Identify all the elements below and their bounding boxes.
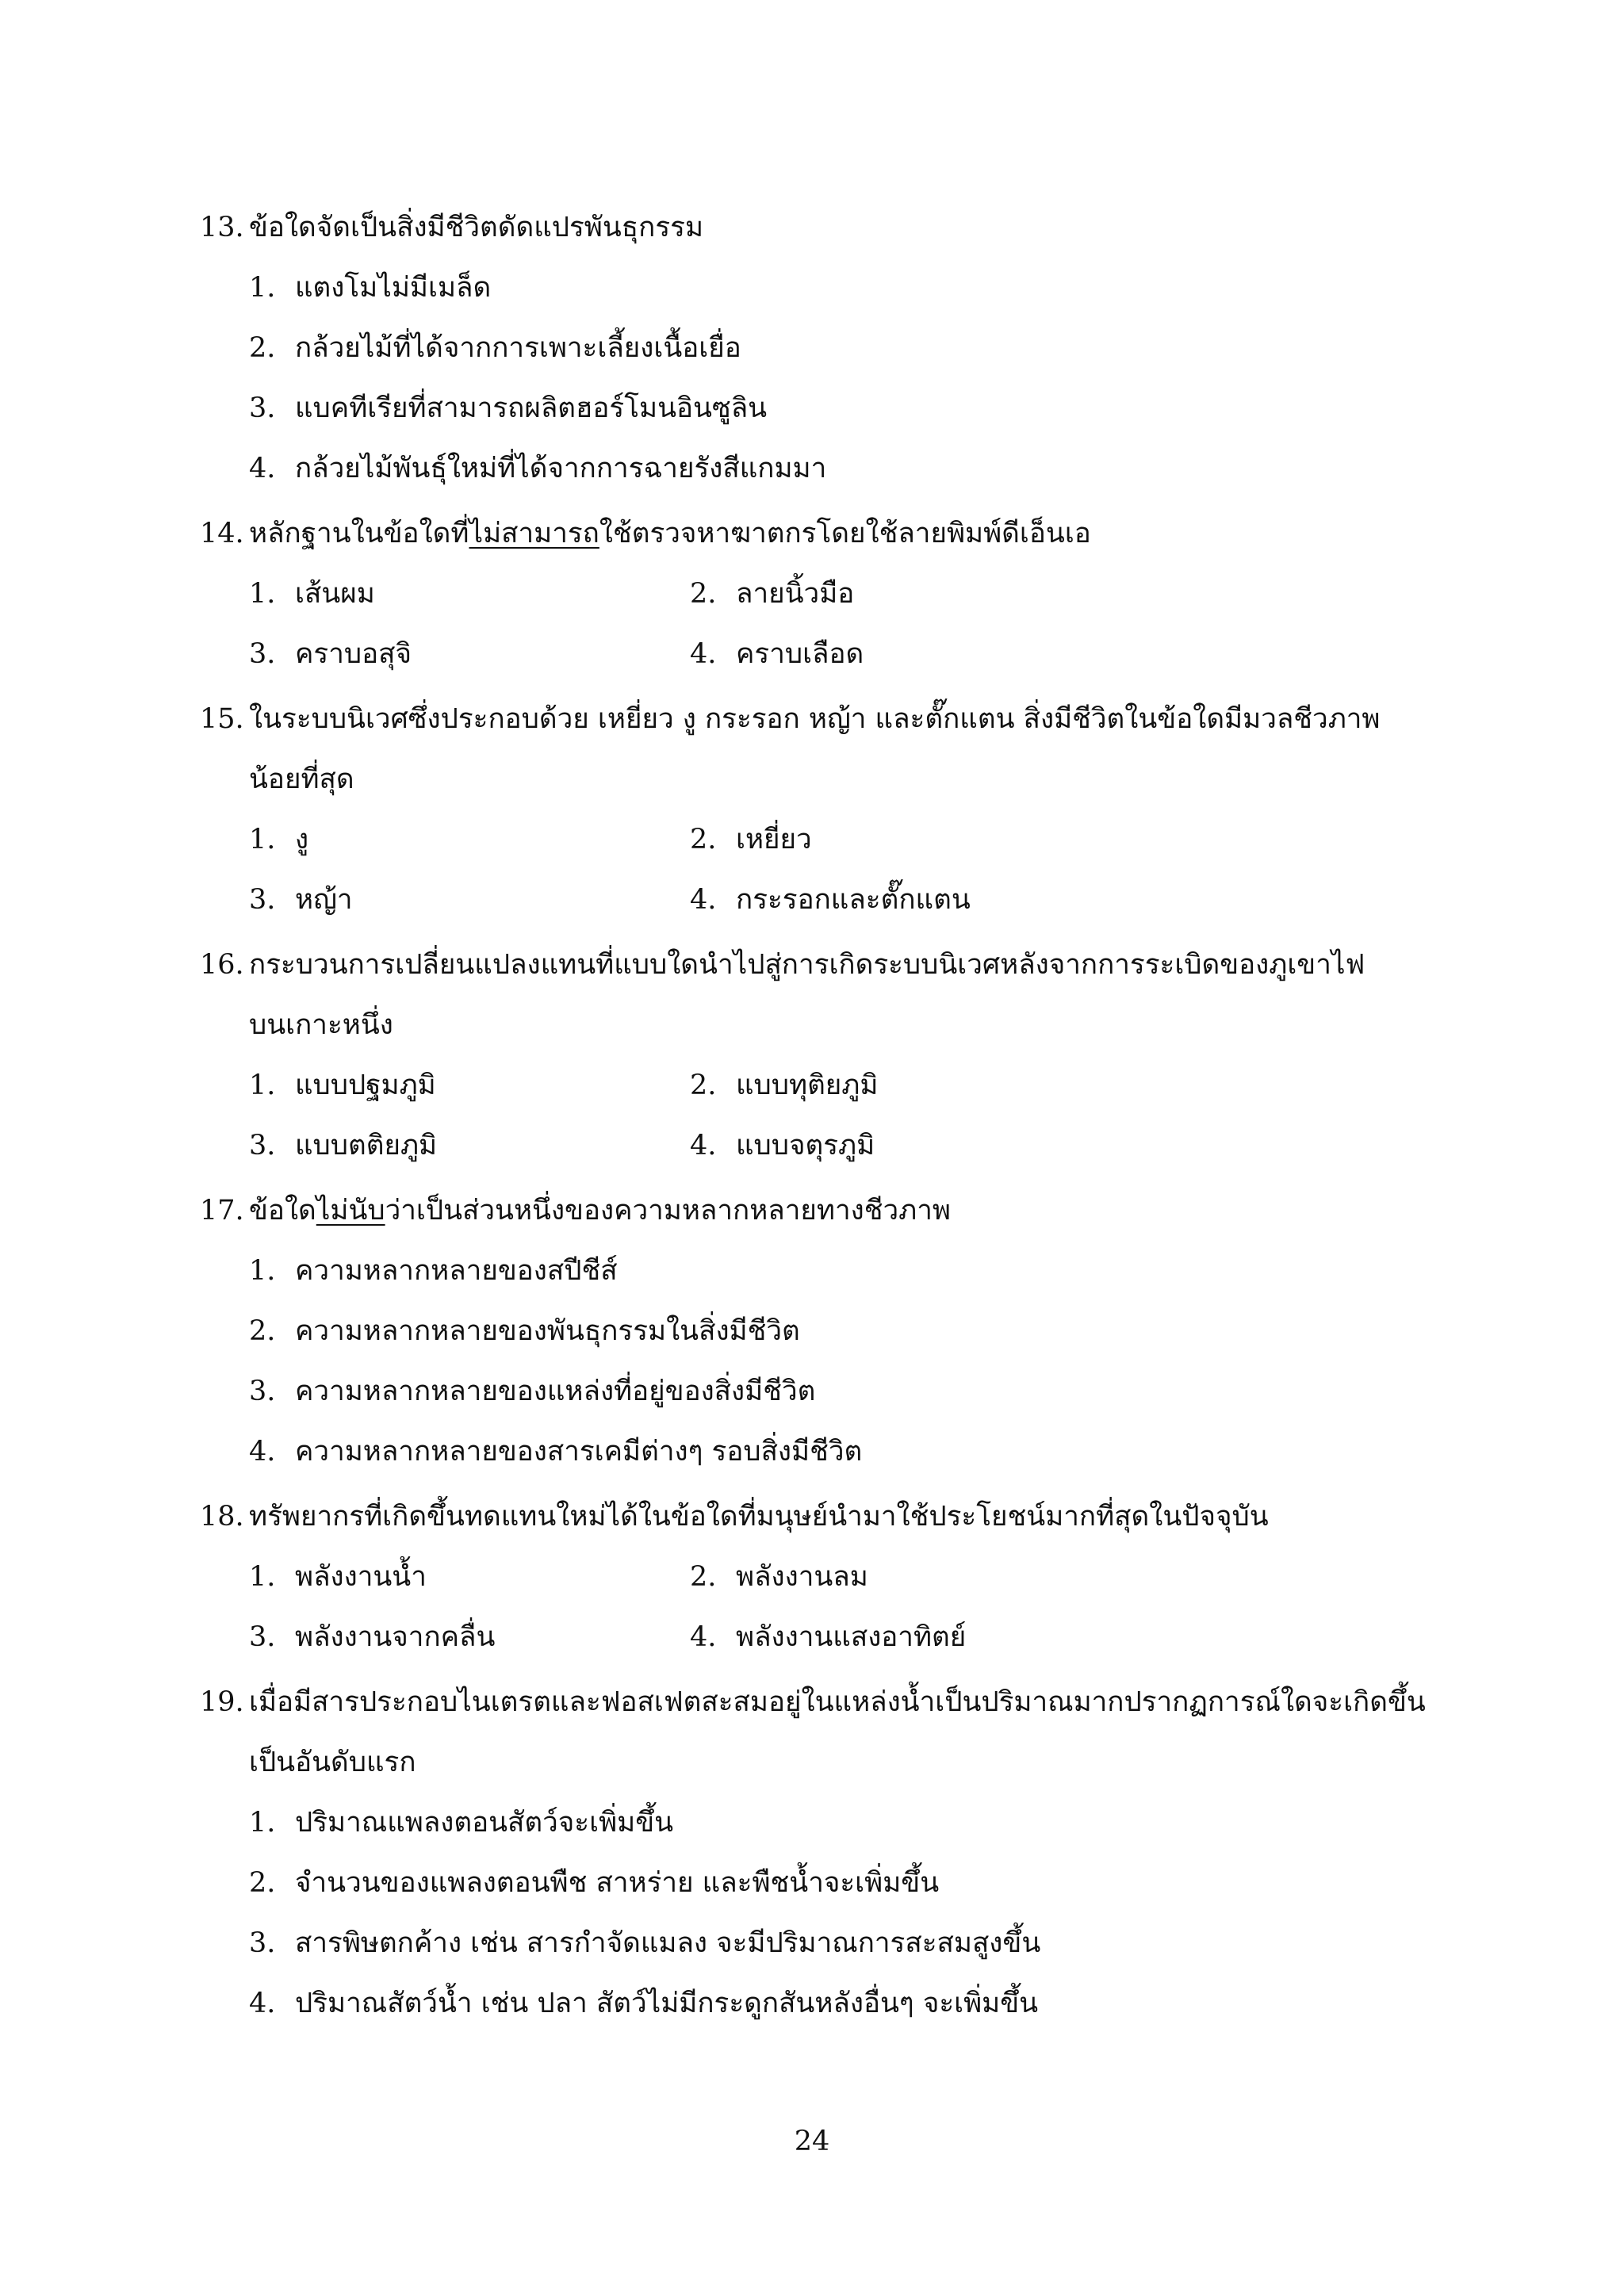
option-text: ความหลากหลายของแหล่งที่อยู่ของสิ่งมีชีวิต	[295, 1376, 816, 1407]
question-text-after: ว่าเป็นส่วนหนึ่งของความหลากหลายทางชีวภาพ	[385, 1195, 951, 1226]
question-emphasis: ไม่นับ	[316, 1195, 385, 1226]
question-text-before: หลักฐานในข้อใดที่	[249, 518, 469, 549]
option-number: 1.	[249, 1070, 276, 1101]
option-17-3	[249, 1372, 815, 1411]
option-number: 3.	[249, 1621, 276, 1653]
option-number: 4.	[249, 1436, 276, 1468]
question-17	[200, 1191, 951, 1230]
option-number: 3.	[249, 392, 276, 424]
option-19-1	[249, 1803, 673, 1843]
question-text: กระบวนการเปลี่ยนแปลงแทนที่แบบใดนำไปสู่การเกิดระบบนิเวศหลังจากการระเบิดของภูเขาไฟ	[249, 949, 1365, 981]
option-number: 2.	[690, 1070, 717, 1101]
option-14-2	[690, 574, 854, 614]
option-text: พลังงานจากคลื่น	[295, 1621, 496, 1653]
option-text: คราบอสุจิ	[295, 638, 412, 670]
option-14-1	[249, 574, 375, 614]
option-text: กล้วยไม้ที่ได้จากการเพาะเลี้ยงเนื้อเยื่อ	[295, 332, 741, 364]
option-text: ปริมาณแพลงตอนสัตว์จะเพิ่มขึ้น	[295, 1807, 674, 1839]
question-text: ทรัพยากรที่เกิดขึ้นทดแทนใหม่ได้ในข้อใดที่มนุษย์นำมาใช้ประโยชน์มากที่สุดในปัจจุบัน	[249, 1501, 1269, 1533]
option-number: 2.	[249, 332, 276, 364]
option-17-4	[249, 1432, 862, 1471]
option-number: 4.	[249, 1988, 276, 2019]
option-text: แบบปฐมภูมิ	[295, 1070, 436, 1101]
question-15	[200, 699, 1381, 739]
option-number: 2.	[690, 824, 717, 855]
option-15-2	[690, 820, 812, 859]
option-text: ลายนิ้วมือ	[736, 578, 855, 610]
question-text: ข้อใดจัดเป็นสิ่งมีชีวิตดัดแปรพันธุกรรม	[249, 212, 704, 243]
option-text: ความหลากหลายของสปีชีส์	[295, 1255, 618, 1287]
question-16	[200, 945, 1365, 985]
option-text: ปริมาณสัตว์น้ำ เช่น ปลา สัตว์ไม่มีกระดูกสันหลังอื่นๆ จะเพิ่มขึ้น	[295, 1988, 1039, 2019]
option-number: 1.	[249, 1807, 276, 1839]
option-number: 3.	[249, 638, 276, 670]
option-15-1	[249, 820, 308, 859]
question-14	[200, 514, 1091, 553]
option-text: พลังงานลม	[736, 1561, 868, 1593]
option-number: 1.	[249, 578, 276, 610]
option-19-2	[249, 1863, 939, 1903]
question-emphasis: ไม่สามารถ	[469, 518, 599, 549]
option-18-2	[690, 1557, 868, 1597]
question-text-after: ใช้ตรวจหาฆาตกรโดยใช้ลายพิมพ์ดีเอ็นเอ	[599, 518, 1091, 549]
question-number: 16.	[200, 949, 244, 981]
option-text: สารพิษตกค้าง เช่น สารกำจัดแมลง จะมีปริมาณการสะสมสูงขึ้น	[295, 1927, 1041, 1959]
question-text-cont: น้อยที่สุด	[249, 763, 354, 795]
question-15-continued	[249, 760, 354, 799]
question-number: 17.	[200, 1195, 244, 1226]
option-text: กระรอกและตั๊กแตน	[736, 884, 971, 916]
option-number: 4.	[690, 638, 717, 670]
option-number: 3.	[249, 884, 276, 916]
option-18-4	[690, 1617, 966, 1657]
option-number: 3.	[249, 1376, 276, 1407]
question-text: เมื่อมีสารประกอบไนเตรตและฟอสเฟตสะสมอยู่ในแหล่งน้ำเป็นปริมาณมากปรากฏการณ์ใดจะเกิดขึ้น	[249, 1686, 1426, 1718]
option-text: แบคทีเรียที่สามารถผลิตฮอร์โมนอินซูลิน	[295, 392, 768, 424]
question-19	[200, 1682, 1426, 1722]
option-text: ความหลากหลายของพันธุกรรมในสิ่งมีชีวิต	[295, 1315, 800, 1347]
option-16-3	[249, 1126, 437, 1165]
option-text: เส้นผม	[295, 578, 375, 610]
option-number: 4.	[690, 1621, 717, 1653]
option-text: แบบทุติยภูมิ	[736, 1070, 879, 1101]
option-number: 3.	[249, 1130, 276, 1161]
option-number: 4.	[690, 884, 717, 916]
option-number: 2.	[249, 1315, 276, 1347]
question-number: 18.	[200, 1501, 244, 1533]
question-text: ในระบบนิเวศซึ่งประกอบด้วย เหยี่ยว งู กระรอก หญ้า และตั๊กแตน สิ่งมีชีวิตในข้อใดมีมวลชีวภาพ	[249, 703, 1381, 735]
option-text: จำนวนของแพลงตอนพืช สาหร่าย และพืชน้ำจะเพิ่มขึ้น	[295, 1867, 940, 1899]
option-14-4	[690, 634, 864, 674]
option-16-1	[249, 1066, 436, 1105]
option-number: 1.	[249, 272, 276, 304]
question-number: 13.	[200, 212, 244, 243]
option-15-4	[690, 880, 971, 920]
option-text: งู	[295, 824, 309, 855]
option-17-2	[249, 1311, 800, 1351]
option-text: กล้วยไม้พันธุ์ใหม่ที่ได้จากการฉายรังสีแกมมา	[295, 453, 827, 484]
option-13-3	[249, 388, 767, 428]
question-number: 15.	[200, 703, 244, 735]
option-number: 2.	[690, 578, 717, 610]
option-text: ความหลากหลายของสารเคมีต่างๆ รอบสิ่งมีชีวิต	[295, 1436, 863, 1468]
option-number: 1.	[249, 1561, 276, 1593]
question-18	[200, 1497, 1269, 1536]
question-19-continued	[249, 1743, 416, 1782]
option-13-4	[249, 449, 826, 488]
option-text: พลังงานแสงอาทิตย์	[736, 1621, 967, 1653]
option-18-1	[249, 1557, 427, 1597]
option-number: 2.	[249, 1867, 276, 1899]
question-13	[200, 208, 703, 247]
question-number: 14.	[200, 518, 244, 549]
option-text: พลังงานน้ำ	[295, 1561, 427, 1593]
option-number: 4.	[249, 453, 276, 484]
option-number: 1.	[249, 824, 276, 855]
option-number: 3.	[249, 1927, 276, 1959]
option-text: แตงโมไม่มีเมล็ด	[295, 272, 492, 304]
question-text-before: ข้อใด	[249, 1195, 316, 1226]
option-text: แบบจตุรภูมิ	[736, 1130, 875, 1161]
option-number: 2.	[690, 1561, 717, 1593]
question-number: 19.	[200, 1686, 244, 1718]
question-text-cont: บนเกาะหนึ่ง	[249, 1009, 393, 1041]
option-text: คราบเลือด	[736, 638, 864, 670]
option-number: 4.	[690, 1130, 717, 1161]
option-13-2	[249, 328, 741, 368]
option-text: หญ้า	[295, 884, 353, 916]
option-19-4	[249, 1984, 1038, 2023]
option-17-1	[249, 1251, 618, 1291]
option-14-3	[249, 634, 412, 674]
question-text-cont: เป็นอันดับแรก	[249, 1747, 416, 1778]
option-13-1	[249, 268, 491, 308]
option-19-3	[249, 1923, 1040, 1963]
option-15-3	[249, 880, 353, 920]
option-16-4	[690, 1126, 875, 1165]
page-number: 24	[794, 2126, 830, 2157]
option-text: เหยี่ยว	[736, 824, 812, 855]
question-16-continued	[249, 1005, 393, 1045]
option-18-3	[249, 1617, 495, 1657]
option-text: แบบตติยภูมิ	[295, 1130, 438, 1161]
option-number: 1.	[249, 1255, 276, 1287]
option-16-2	[690, 1066, 878, 1105]
